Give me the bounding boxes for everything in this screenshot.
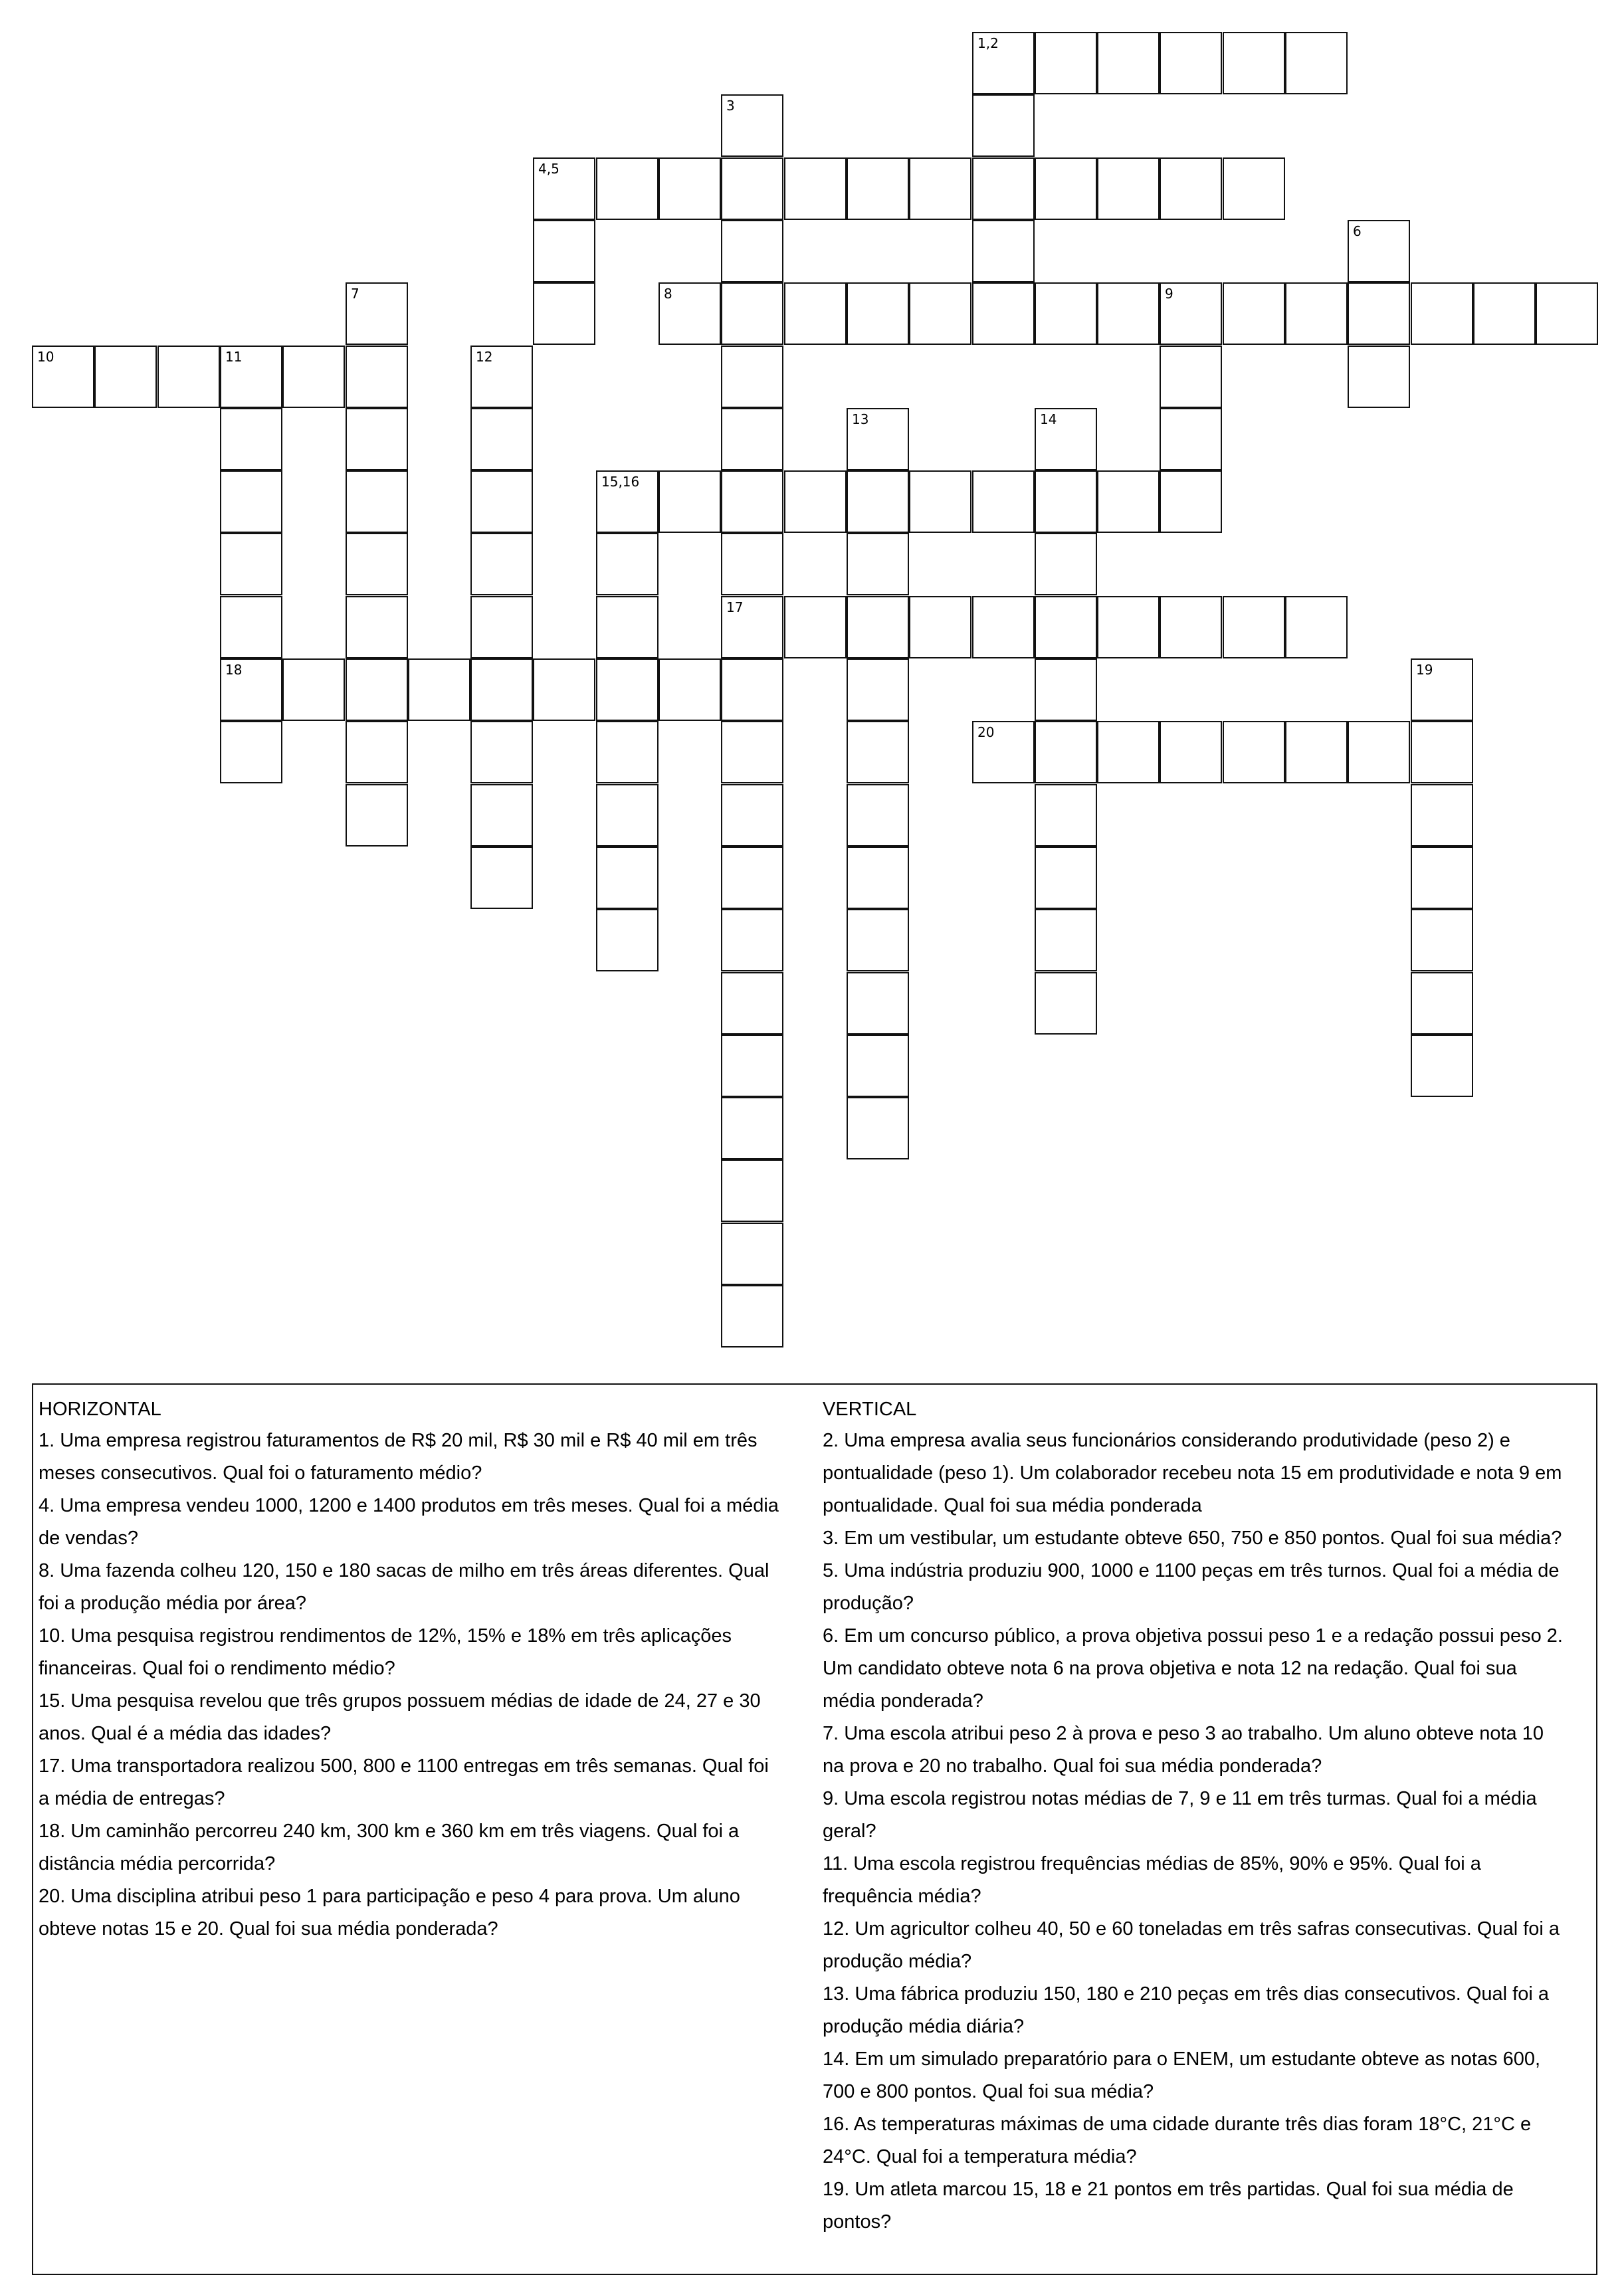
grid-cell[interactable] [1160, 596, 1222, 658]
grid-cell[interactable] [220, 408, 282, 470]
grid-cell[interactable] [220, 346, 282, 408]
clue-line: geral? [823, 1821, 876, 1842]
clue-number: 11 [225, 349, 243, 365]
grid-cell[interactable] [784, 282, 847, 345]
grid-cell[interactable] [972, 470, 1035, 533]
grid-cell[interactable] [721, 909, 783, 971]
clue-number: 12 [476, 349, 493, 365]
clue-line: produção média diária? [823, 2016, 1025, 2037]
grid-cell[interactable] [1223, 157, 1285, 220]
grid-cell[interactable] [1097, 721, 1160, 783]
grid-cell[interactable] [470, 408, 533, 470]
clue-line: 9. Uma escola registrou notas médias de 7, 9 e 11 em três turmas. Qual foi a média [823, 1788, 1537, 1809]
clue-line: 19. Um atleta marcou 15, 18 e 21 pontos em três partidas. Qual foi sua média de [823, 2179, 1514, 2200]
grid-cell[interactable] [596, 721, 659, 783]
grid-cell[interactable] [659, 157, 721, 220]
clue-number: 20 [977, 724, 995, 740]
clue-number: 3 [726, 98, 735, 114]
grid-cell[interactable] [533, 658, 595, 721]
grid-cell[interactable] [1223, 32, 1285, 94]
grid-cell[interactable] [784, 157, 847, 220]
clue-line: 700 e 800 pontos. Qual foi sua média? [823, 2081, 1154, 2102]
clue-line: 2. Uma empresa avalia seus funcionários considerando produtividade (peso 2) e [823, 1430, 1510, 1451]
grid-cell[interactable] [596, 847, 659, 909]
grid-cell[interactable] [847, 972, 909, 1035]
grid-cell[interactable] [659, 282, 721, 345]
clue-line: pontos? [823, 2211, 892, 2233]
grid-cell[interactable] [847, 470, 909, 533]
grid-cell[interactable] [1097, 32, 1160, 94]
grid-cell[interactable] [721, 1223, 783, 1285]
grid-cell[interactable] [659, 658, 721, 721]
grid-cell[interactable] [32, 346, 94, 408]
clue-line: foi a produção média por área? [39, 1593, 307, 1614]
grid-cell[interactable] [470, 596, 533, 658]
grid-cell[interactable] [596, 533, 659, 595]
clue-number: 14 [1040, 411, 1057, 427]
clue-line: 5. Uma indústria produziu 900, 1000 e 1100 peças em três turnos. Qual foi a média de [823, 1560, 1560, 1581]
clue-line: 8. Uma fazenda colheu 120, 150 e 180 sacas de milho em três áreas diferentes. Qual [39, 1560, 769, 1581]
grid-cell[interactable] [470, 721, 533, 783]
grid-cell[interactable] [721, 721, 783, 783]
grid-cell[interactable] [1536, 282, 1598, 345]
grid-cell[interactable] [533, 282, 595, 345]
grid-cell[interactable] [847, 408, 909, 470]
clue-line: distância média percorrida? [39, 1853, 276, 1874]
grid-cell[interactable] [847, 533, 909, 595]
vertical-clues [823, 1394, 1600, 2239]
grid-cell[interactable] [721, 157, 783, 220]
grid-cell[interactable] [847, 282, 909, 345]
grid-cell[interactable] [1285, 721, 1348, 783]
grid-cell[interactable] [721, 1159, 783, 1222]
clue-number: 15,16 [601, 474, 640, 490]
grid-cell[interactable] [220, 533, 282, 595]
clue-line: financeiras. Qual foi o rendimento médio? [39, 1658, 395, 1679]
grid-cell[interactable] [1035, 32, 1097, 94]
grid-cell[interactable] [596, 658, 659, 721]
clue-line: 6. Em um concurso público, a prova objetiva possui peso 1 e a redação possui peso 2. [823, 1625, 1563, 1646]
clue-line: 24°C. Qual foi a temperatura média? [823, 2146, 1137, 2167]
grid-cell[interactable] [1160, 32, 1222, 94]
grid-cell[interactable] [847, 1035, 909, 1097]
clue-line: 16. As temperaturas máximas de uma cidade durante três dias foram 18°C, 21°C e [823, 2114, 1532, 2135]
grid-cell[interactable] [721, 1285, 783, 1347]
clue-number: 4,5 [538, 161, 559, 177]
clue-line: produção? [823, 1593, 914, 1614]
grid-cell[interactable] [1160, 470, 1222, 533]
grid-cell[interactable] [721, 658, 783, 721]
grid-cell[interactable] [470, 784, 533, 847]
grid-cell[interactable] [533, 220, 595, 282]
grid-cell[interactable] [1160, 282, 1222, 345]
clue-line: 10. Uma pesquisa registrou rendimentos de 12%, 15% e 18% em três aplicações [39, 1625, 732, 1646]
grid-cell[interactable] [1411, 1035, 1473, 1097]
grid-cell[interactable] [1035, 408, 1097, 470]
grid-cell[interactable] [1223, 721, 1285, 783]
grid-cell[interactable] [909, 596, 971, 658]
grid-cell[interactable] [972, 282, 1035, 345]
grid-cell[interactable] [1285, 596, 1348, 658]
clue-number: 7 [351, 286, 359, 302]
clue-number: 8 [664, 286, 672, 302]
grid-cell[interactable] [220, 596, 282, 658]
grid-cell[interactable] [721, 220, 783, 282]
grid-cell[interactable] [721, 470, 783, 533]
grid-cell[interactable] [282, 658, 345, 721]
grid-cell[interactable] [596, 909, 659, 971]
clue-line: 12. Um agricultor colheu 40, 50 e 60 toneladas em três safras consecutivas. Qual foi a [823, 1918, 1560, 1940]
grid-cell[interactable] [1097, 596, 1160, 658]
grid-cell[interactable] [909, 157, 971, 220]
clue-line: de vendas? [39, 1528, 138, 1549]
grid-cell[interactable] [909, 470, 971, 533]
grid-cell[interactable] [1223, 282, 1285, 345]
grid-cell[interactable] [220, 658, 282, 721]
clue-line: frequência média? [823, 1886, 981, 1907]
grid-cell[interactable] [972, 94, 1035, 157]
grid-cell[interactable] [721, 784, 783, 847]
grid-cell[interactable] [1097, 470, 1160, 533]
grid-cell[interactable] [721, 972, 783, 1035]
grid-cell[interactable] [1160, 346, 1222, 408]
clue-line: a média de entregas? [39, 1788, 225, 1809]
grid-cell[interactable] [346, 346, 408, 408]
grid-cell[interactable] [847, 1097, 909, 1159]
grid-cell[interactable] [1473, 282, 1536, 345]
grid-cell[interactable] [1035, 282, 1097, 345]
grid-cell[interactable] [1035, 658, 1097, 721]
clue-line: 20. Uma disciplina atribui peso 1 para participação e peso 4 para prova. Um aluno [39, 1886, 740, 1907]
grid-cell[interactable] [1285, 282, 1348, 345]
grid-cell[interactable] [346, 408, 408, 470]
grid-cell[interactable] [533, 157, 595, 220]
clue-line: produção média? [823, 1951, 972, 1972]
grid-cell[interactable] [596, 784, 659, 847]
grid-cell[interactable] [721, 533, 783, 595]
clue-line: pontualidade. Qual foi sua média ponderada [823, 1495, 1202, 1516]
clue-line: na prova e 20 no trabalho. Qual foi sua média ponderada? [823, 1755, 1322, 1777]
grid-cell[interactable] [1285, 32, 1348, 94]
grid-cell[interactable] [157, 346, 220, 408]
horizontal-clues [39, 1394, 816, 1946]
grid-cell[interactable] [1411, 909, 1473, 971]
grid-cell[interactable] [596, 157, 659, 220]
grid-cell[interactable] [470, 658, 533, 721]
clue-line: 18. Um caminhão percorreu 240 km, 300 km e 360 km em três viagens. Qual foi a [39, 1821, 740, 1842]
grid-cell[interactable] [470, 346, 533, 408]
grid-cell[interactable] [1411, 784, 1473, 847]
grid-cell[interactable] [346, 533, 408, 595]
clue-number: 19 [1416, 662, 1433, 678]
grid-cell[interactable] [721, 1097, 783, 1159]
clue-number: 1,2 [977, 35, 999, 51]
grid-cell[interactable] [972, 220, 1035, 282]
grid-cell[interactable] [909, 282, 971, 345]
grid-cell[interactable] [346, 596, 408, 658]
grid-cell[interactable] [721, 282, 783, 345]
horizontal-clue-list [39, 1425, 816, 1946]
clue-line: Um candidato obteve nota 6 na prova objetiva e nota 12 na redação. Qual foi sua [823, 1658, 1517, 1679]
grid-cell[interactable] [1035, 596, 1097, 658]
clues-box [32, 1383, 1597, 2275]
grid-cell[interactable] [721, 847, 783, 909]
grid-cell[interactable] [1160, 721, 1222, 783]
grid-cell[interactable] [847, 157, 909, 220]
grid-cell[interactable] [659, 470, 721, 533]
grid-cell[interactable] [847, 909, 909, 971]
grid-cell[interactable] [972, 32, 1035, 94]
clue-number: 18 [225, 662, 243, 678]
grid-cell[interactable] [408, 658, 470, 721]
grid-cell[interactable] [972, 596, 1035, 658]
grid-cell[interactable] [1160, 157, 1222, 220]
grid-cell[interactable] [1035, 157, 1097, 220]
grid-cell[interactable] [1097, 157, 1160, 220]
clue-line: 11. Uma escola registrou frequências médias de 85%, 90% e 95%. Qual foi a [823, 1853, 1481, 1874]
grid-cell[interactable] [346, 658, 408, 721]
grid-cell[interactable] [220, 470, 282, 533]
clue-number: 13 [852, 411, 869, 427]
clue-line: 15. Uma pesquisa revelou que três grupos possuem médias de idade de 24, 27 e 30 [39, 1690, 761, 1712]
grid-cell[interactable] [784, 470, 847, 533]
grid-cell[interactable] [847, 784, 909, 847]
clue-line: obteve notas 15 e 20. Qual foi sua média ponderada? [39, 1918, 498, 1940]
grid-cell[interactable] [1035, 721, 1097, 783]
vertical-clue-list [823, 1425, 1600, 2239]
grid-cell[interactable] [1223, 596, 1285, 658]
horizontal-title: HORIZONTAL [39, 1399, 161, 1420]
grid-cell[interactable] [1348, 220, 1410, 282]
grid-cell[interactable] [1035, 972, 1097, 1035]
grid-cell[interactable] [1411, 658, 1473, 721]
grid-cell[interactable] [470, 847, 533, 909]
clue-line: média ponderada? [823, 1690, 983, 1712]
grid-cell[interactable] [596, 470, 659, 533]
grid-cell[interactable] [470, 470, 533, 533]
grid-cell[interactable] [1035, 533, 1097, 595]
grid-cell[interactable] [1411, 972, 1473, 1035]
grid-cell[interactable] [346, 282, 408, 345]
grid-cell[interactable] [847, 658, 909, 721]
grid-cell[interactable] [721, 94, 783, 157]
grid-cell[interactable] [784, 596, 847, 658]
clue-line: 17. Uma transportadora realizou 500, 800 e 1100 entregas em três semanas. Qual foi [39, 1755, 769, 1777]
grid-cell[interactable] [1160, 408, 1222, 470]
grid-cell[interactable] [721, 408, 783, 470]
clue-line: 4. Uma empresa vendeu 1000, 1200 e 1400 produtos em três meses. Qual foi a média [39, 1495, 779, 1516]
clue-number: 17 [726, 599, 744, 615]
grid-cell[interactable] [282, 346, 345, 408]
grid-cell[interactable] [346, 784, 408, 847]
grid-cell[interactable] [94, 346, 157, 408]
clue-number: 6 [1353, 223, 1362, 239]
grid-cell[interactable] [1035, 470, 1097, 533]
grid-cell[interactable] [346, 470, 408, 533]
clue-number: 10 [37, 349, 54, 365]
grid-cell[interactable] [1348, 346, 1410, 408]
grid-cell[interactable] [1035, 784, 1097, 847]
grid-cell[interactable] [972, 721, 1035, 783]
clue-line: pontualidade (peso 1). Um colaborador recebeu nota 15 em produtividade e nota 9 em [823, 1462, 1562, 1484]
grid-cell[interactable] [1097, 282, 1160, 345]
grid-cell[interactable] [1348, 282, 1410, 345]
clue-line: 14. Em um simulado preparatório para o ENEM, um estudante obteve as notas 600, [823, 2048, 1541, 2070]
grid-cell[interactable] [346, 721, 408, 783]
grid-cell[interactable] [1035, 909, 1097, 971]
grid-cell[interactable] [1348, 721, 1410, 783]
grid-cell[interactable] [972, 157, 1035, 220]
grid-cell[interactable] [596, 596, 659, 658]
grid-cell[interactable] [721, 1035, 783, 1097]
clue-line: 7. Uma escola atribui peso 2 à prova e peso 3 ao trabalho. Um aluno obteve nota 10 [823, 1723, 1544, 1744]
grid-cell[interactable] [721, 596, 783, 658]
grid-cell[interactable] [847, 847, 909, 909]
grid-cell[interactable] [721, 346, 783, 408]
clue-line: 13. Uma fábrica produziu 150, 180 e 210 peças em três dias consecutivos. Qual foi a [823, 1983, 1549, 2005]
grid-cell[interactable] [1411, 721, 1473, 783]
clue-line: anos. Qual é a média das idades? [39, 1723, 332, 1744]
clue-line: meses consecutivos. Qual foi o faturamento médio? [39, 1462, 482, 1484]
grid-cell[interactable] [1411, 847, 1473, 909]
grid-cell[interactable] [847, 596, 909, 658]
grid-cell[interactable] [1035, 847, 1097, 909]
vertical-title: VERTICAL [823, 1399, 917, 1420]
clue-line: 1. Uma empresa registrou faturamentos de R$ 20 mil, R$ 30 mil e R$ 40 mil em três [39, 1430, 758, 1451]
clue-line: 3. Em um vestibular, um estudante obteve 650, 750 e 850 pontos. Qual foi sua média? [823, 1528, 1562, 1549]
grid-cell[interactable] [1411, 282, 1473, 345]
clue-number: 9 [1165, 286, 1173, 302]
grid-cell[interactable] [470, 533, 533, 595]
grid-cell[interactable] [220, 721, 282, 783]
grid-cell[interactable] [847, 721, 909, 783]
